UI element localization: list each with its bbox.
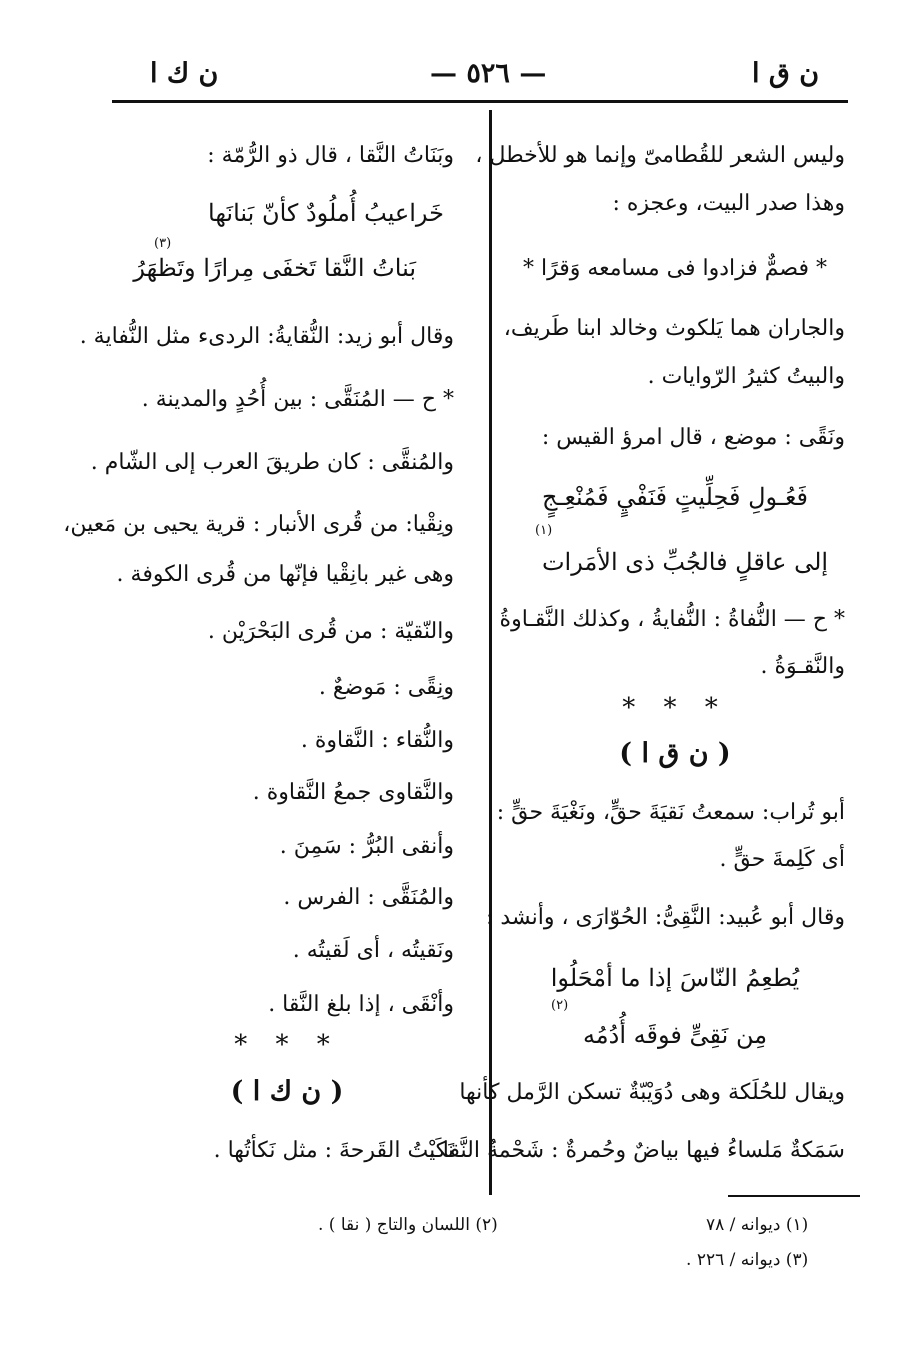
text-line: وأنْقَى ، إذا بلغ النَّقا . — [268, 992, 454, 1017]
footnote: (٣) ديوانه / ٢٢٦ . — [686, 1250, 809, 1270]
verse-line: خَراعيبُ أُملُودٌ كأنّ بَنانَها — [208, 199, 444, 227]
verse-line: بَناتُ النَّقا تَخفَى مِرارًا وتَظهَرُ — [133, 254, 416, 282]
text-line: وهى غير بانِقْيا فإنّها من قُرى الكوفة . — [116, 562, 454, 587]
column-divider — [489, 110, 492, 1195]
verse-line: مِن نَقِىٍّ فوقَه أُدُمُه — [582, 1021, 768, 1049]
text-line: سَمَكةٌ مَلساءُ فيها بياضٌ وحُمرةٌ : شَحْمةُ النَّقا . — [428, 1138, 845, 1163]
verse-line: يُطعِمُ النّاسَ إذا ما أمْحَلُوا — [550, 964, 800, 992]
footnote-marker: (١) — [535, 523, 553, 538]
running-head-right: ن ق ا — [752, 58, 820, 89]
text-line: ونَقًى : موضع ، قال امرؤ القيس : — [541, 425, 845, 450]
text-line: ونِقًى : مَوضعٌ . — [318, 675, 454, 700]
text-line: وأنقى البُرُّ : سَمِنَ . — [279, 834, 454, 859]
footnote-marker: (٢) — [551, 998, 569, 1013]
text-line: والبيتُ كثيرُ الرّوايات . — [647, 364, 845, 389]
footnote: (١) ديوانه / ٧٨ — [706, 1215, 809, 1235]
text-line: والجاران هما يَلكوث وخالد ابنا طَريف، — [503, 316, 845, 341]
text-line: والنَّقـوَةُ . — [760, 654, 845, 679]
text-line: وقال أبو عُبيد: النَّقِىُّ: الحُوّارَى ، وأنشد : — [486, 905, 845, 930]
page-number: — ٥٢٦ — — [430, 58, 547, 89]
text-line: والنُّقاء : النَّقاوة . — [300, 728, 454, 753]
verse-line: إلى عاقلٍ فالجُبِّ ذى الأمَرات — [541, 548, 829, 576]
text-line: وهذا صدر البيت، وعجزه : — [612, 191, 845, 216]
section-separator: * * * — [234, 1030, 340, 1060]
text-line: * ح — المُنَقَّى : بين أُحُدٍ والمدينة . — [141, 387, 454, 412]
verse-line: * فصمٌّ فزادوا فى مسامعه وَقرًا * — [522, 256, 828, 281]
section-separator: * * * — [622, 693, 728, 723]
text-line: ونَقيتُه ، أى لَقيتُه . — [292, 938, 454, 963]
text-line: * ح — النُّفاةُ : النُّفايةُ ، وكذلك النَّقـاوةُ — [499, 607, 845, 632]
text-line: أبو تُراب: سمعتُ نَقيَةَ حقٍّ، ونَغْيَةَ حقٍّ : — [496, 800, 845, 825]
text-line: ونِقْيا: من قُرى الأنبار : قرية يحيى بن مَعين، — [63, 512, 454, 537]
verse-line: فَعُـولِ فَحِلِّيتٍ فَنَفْيٍ فَمُنْعِـجٍ — [541, 483, 809, 511]
text-line: وليس الشعر للقُطامىّ وإنما هو للأخطل ، — [475, 143, 845, 168]
entry-heading: ( ن ق ا ) — [619, 738, 731, 769]
running-head-left: ن ك ا — [150, 58, 219, 89]
text-line: والمُنقَّى : كان طريقَ العرب إلى الشّام . — [90, 450, 454, 475]
entry-heading: ( ن ك ا ) — [230, 1076, 344, 1107]
footnote-rule — [728, 1195, 860, 1197]
text-line: أى كَلِمةَ حقٍّ . — [719, 847, 845, 872]
text-line: والنَّقاوى جمعُ النَّقاوة . — [252, 780, 454, 805]
text-line: وبَنَاتُ النَّقا ، قال ذو الرُّمّة : — [207, 143, 454, 168]
text-line: والنّقيّة : من قُرى البَحْرَيْن . — [207, 619, 454, 644]
text-line: وقال أبو زيد: النُّقايةُ: الردىء مثل النُّفاية . — [79, 324, 454, 349]
footnote: (٢) اللسان والتاج ( نقا ) . — [318, 1215, 498, 1235]
text-line: ويقال للحُلَكة وهى دُوَيْبّةٌ تسكن الرَّمل كأنها — [459, 1080, 845, 1105]
text-line: نَكَيْتُ القَرحةَ : مثل نَكأتُها . — [213, 1138, 454, 1163]
text-line: والمُنَقَّى : الفرس . — [283, 885, 454, 910]
left-column — [63, 0, 454, 1361]
footnote-marker: (٣) — [154, 236, 172, 251]
